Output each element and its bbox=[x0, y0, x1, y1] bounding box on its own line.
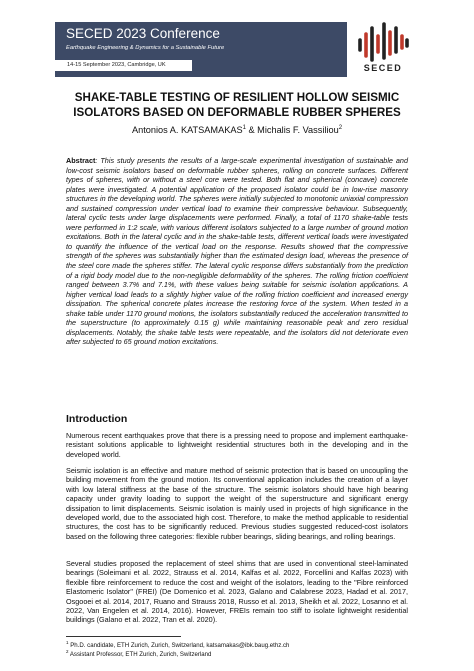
title-line-1: SHAKE-TABLE TESTING OF RESILIENT HOLLOW SEISMIC bbox=[74, 91, 400, 104]
footnote-2 bbox=[66, 649, 211, 658]
footnote-rule bbox=[66, 636, 181, 637]
footnote-1-mark: 1 bbox=[66, 640, 69, 645]
conference-date: 14-15 September 2023, Cambridge, UK bbox=[55, 60, 192, 71]
abstract-label: Abstract bbox=[66, 156, 96, 165]
author-2: Michalis F. Vassiliou bbox=[257, 125, 339, 136]
intro-paragraph-3: Several studies proposed the replacement of steel shims that are used in conventional steel-laminated bearings (Soleimani et al. 2022, Strauss et al. 2014, Kalfas et al. 2022, Forcellini and Kalfas 2023) with flexible fibre reinforcement to reduce the cost and weight of the isolators, leading to the "Fibre reinforced Elastomeric Isolator" (FREI) (De Domenico et al. 2023, Galano and Calabrese 2023, Hadad et al. 2017, Osgooei et al. 2014, 2017, Ruano and Strauss 2018, Russo et al. 2013, Sheikh et al. 2022, Losanno et al. 2022, Van Engelen et al. 2014, 2016). However, FREIs remain too stiff to isolate lightweight residential buildings (Galano et al. 2022, Tran et al. 2020). bbox=[66, 559, 408, 625]
abstract-text: : This study presents the results of a large-scale experimental investigation of sustainable and low-cost seismic isolators based on deformable rubber spheres, rolling on concrete surfaces. Different types of spheres, with or without a steel core were tested. Both flat and spherical (concave) concrete plates were investigated. A potential application of the proposed isolator could be in low-rise masonry structures in the developing world. The spheres were initially subjected to monotonic uniaxial compression and sustained compression under vertical load to examine their compressive behaviour. Subsequently, lateral cyclic tests under large displacements were performed. Finally, a total of 1170 shake-table tests were performed in 1:2 scale, with various different isolators subjected to a large number of ground motion excitations. Both in the lateral cyclic and in the shake-table tests, different vertical loads were investigated to quantify the influence of the vertical load on the response. Results showed that the compressive strength of the spheres was substantially higher than the estimated design load, whereas the presence of the steel core made the spheres stiffer. The lateral cyclic response differs substantially from the prediction of a rigid body model due to the non-negligible deformability of the spheres. The rolling friction coefficient ranged between 3.7% and 7.1%, with these values being suitable for seismic isolation applications. A higher vertical load leads to a slightly higher value of the rolling friction coefficient and increased energy dissipation. The spherical concrete plates increase the restoring force of the system. When tested in a shake table under 1170 ground motions, the isolators substantially reduced the acceleration transmitted to the superstructure (to approximately 0.15 g) while maintaining reasonable peak and zero residual displacements. Notably, the shake table tests were repeatable, and the isolators did not deteriorate even after subjected to 65 ground motion excitations. bbox=[66, 156, 408, 347]
paper-title bbox=[40, 90, 434, 120]
footnote-2-mark: 2 bbox=[66, 649, 69, 654]
abstract bbox=[66, 156, 408, 347]
conference-tagline: Earthquake Engineering & Dynamics for a Sustainable Future bbox=[66, 45, 225, 51]
authors bbox=[40, 125, 434, 135]
intro-paragraph-2: Seismic isolation is an effective and mature method of seismic protection that is based on uncoupling the building movement from the ground motion. Its conventional application includes the creation of a layer with low lateral stiffness at the base of the structure. The seismic isolators should have high bearing capacity under gravity loading to support the weight of the superstructure and significant energy dissipation to limit displacements. Seismic isolation is mainly used in projects of high significance in the developed world, due to the associated high cost. Therefore, to make the method applicable to residential structures, the cost has to be significantly reduced. Previous studies suggested reduced-cost isolators based on the following three categories: flexible rubber bearings, sliding bearings, and rolling bearings. bbox=[66, 466, 408, 541]
seced-logo-text: SECED bbox=[363, 63, 403, 73]
author-separator: & bbox=[245, 125, 258, 136]
conference-title: SECED 2023 Conference bbox=[66, 26, 220, 41]
intro-paragraph-1: Numerous recent earthquakes prove that there is a pressing need to propose and implement earthquake-resistant solutions applicable to lightweight residential structures both in the developing and in the developed world. bbox=[66, 431, 408, 459]
section-heading: Introduction bbox=[66, 413, 128, 425]
author-1-mark: 1 bbox=[242, 125, 246, 131]
conference-banner bbox=[55, 22, 347, 77]
footnote-2-text: Assistant Professor, ETH Zurich, Zurich, Switzerland bbox=[68, 651, 212, 659]
footnote-1 bbox=[66, 640, 289, 649]
author-1: Antonios A. KATSAMAKAS bbox=[131, 125, 243, 136]
footnote-1-text: Ph.D. candidate, ETH Zurich, Zurich, Switzerland, katsamakas@ibk.baug.ethz.ch bbox=[68, 642, 290, 650]
author-2-mark: 2 bbox=[338, 125, 343, 131]
title-line-2: ISOLATORS BASED ON DEFORMABLE RUBBER SPHERES bbox=[73, 106, 401, 119]
